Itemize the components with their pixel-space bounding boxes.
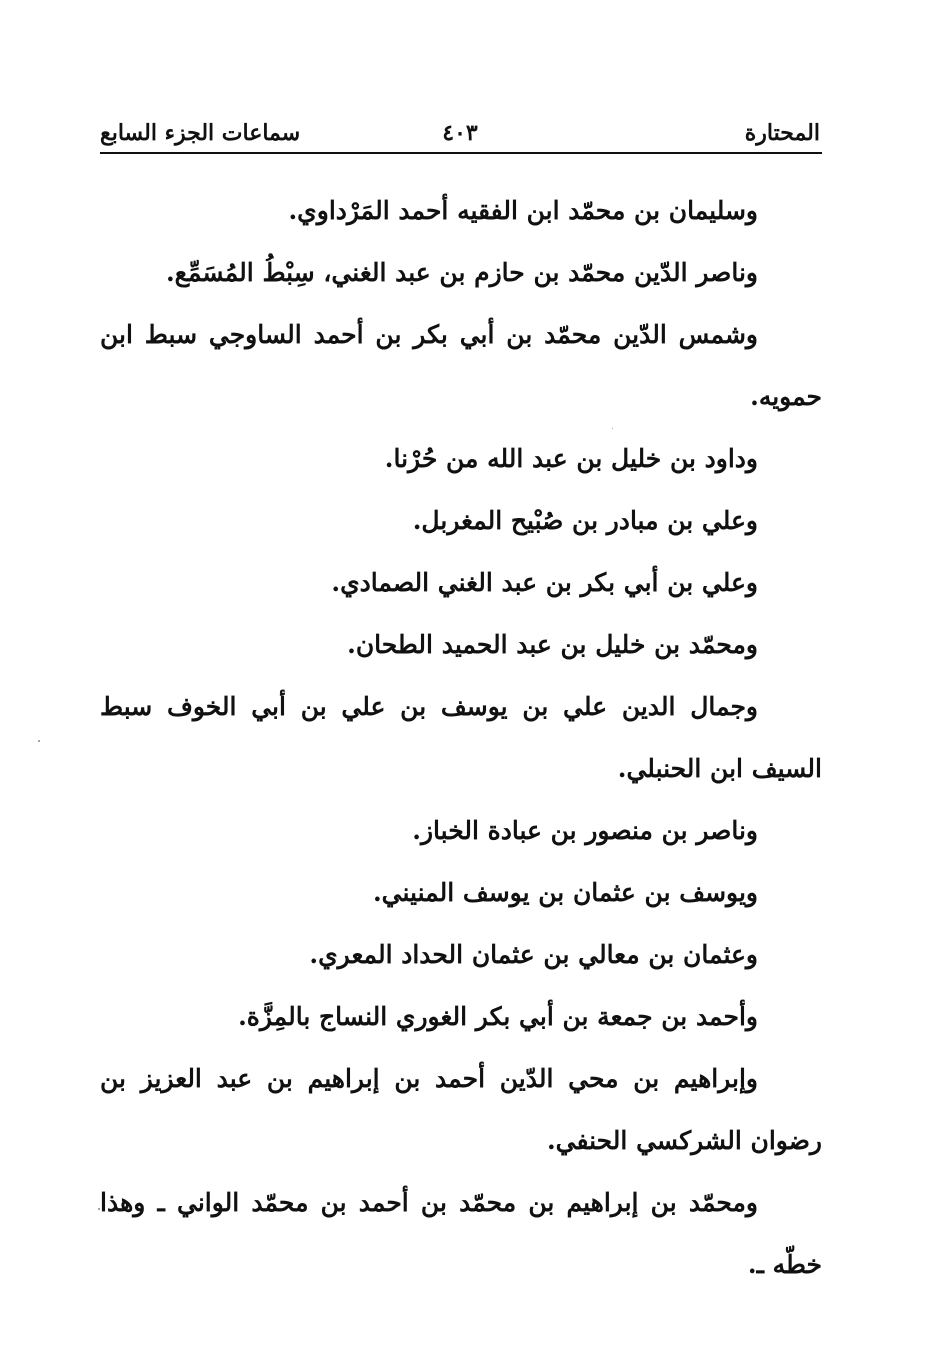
entry-line: وجمال الدين علي بن يوسف بن علي بن أبي الخوف سبط	[100, 692, 758, 721]
entry-continuation: السيف ابن الحنبلي.	[617, 754, 822, 783]
list-entry	[100, 304, 822, 428]
entry-line: وشمس الدّين محمّد بن أبي بكر بن أحمد الساوجي سبط ابن	[100, 320, 758, 349]
entry-line: وسليمان بن محمّد ابن الفقيه أحمد المَرْداوي.	[288, 196, 758, 225]
entry-continuation: حمويه.	[750, 382, 822, 411]
entry-line: وعلي بن أبي بكر بن عبد الغني الصمادي.	[331, 568, 758, 597]
header-section-title: سماعات الجزء السابع	[100, 120, 301, 146]
list-entry	[100, 490, 822, 552]
list-entry	[100, 552, 822, 614]
entry-continuation: رضوان الشركسي الحنفي.	[546, 1126, 822, 1155]
scan-speck	[38, 740, 40, 742]
entry-line: وناصر بن منصور بن عبادة الخباز.	[412, 816, 758, 845]
entry-line: ويوسف بن عثمان بن يوسف المنيني.	[372, 878, 758, 907]
scan-speck	[612, 428, 613, 429]
scan-speck	[98, 1208, 100, 1210]
list-entry	[100, 986, 822, 1048]
header-rule	[100, 152, 822, 154]
entry-line: وأحمد بن جمعة بن أبي بكر الغوري النساج بالمِزَّة.	[238, 1002, 758, 1031]
entry-line: وداود بن خليل بن عبد الله من حُرْنا.	[384, 444, 758, 473]
entry-line: وعثمان بن معالي بن عثمان الحداد المعري.	[309, 940, 758, 969]
list-entry	[100, 614, 822, 676]
list-entry	[100, 428, 822, 490]
page-number: ٤٠٣	[442, 120, 478, 146]
names-list	[100, 180, 822, 1296]
entry-line: وناصر الدّين محمّد بن حازم بن عبد الغني، سِبْطُ المُسَمِّع.	[165, 258, 758, 287]
header-book-title: المحتارة	[744, 120, 820, 146]
entry-continuation: خطّه ـ.	[747, 1250, 822, 1279]
list-entry	[100, 676, 822, 800]
entry-line: وإبراهيم بن محي الدّين أحمد بن إبراهيم بن عبد العزيز بن	[100, 1064, 758, 1093]
list-entry	[100, 800, 822, 862]
list-entry	[100, 924, 822, 986]
running-header	[100, 112, 820, 152]
list-entry	[100, 180, 822, 242]
list-entry	[100, 862, 822, 924]
entry-line: ومحمّد بن خليل بن عبد الحميد الطحان.	[347, 630, 758, 659]
list-entry	[100, 1048, 822, 1172]
entry-line: وعلي بن مبادر بن صُبْيح المغربل.	[412, 506, 758, 535]
list-entry	[100, 242, 822, 304]
entry-line: ومحمّد بن إبراهيم بن محمّد بن أحمد بن محمّد الواني ـ وهذا	[100, 1188, 758, 1217]
list-entry	[100, 1172, 822, 1296]
